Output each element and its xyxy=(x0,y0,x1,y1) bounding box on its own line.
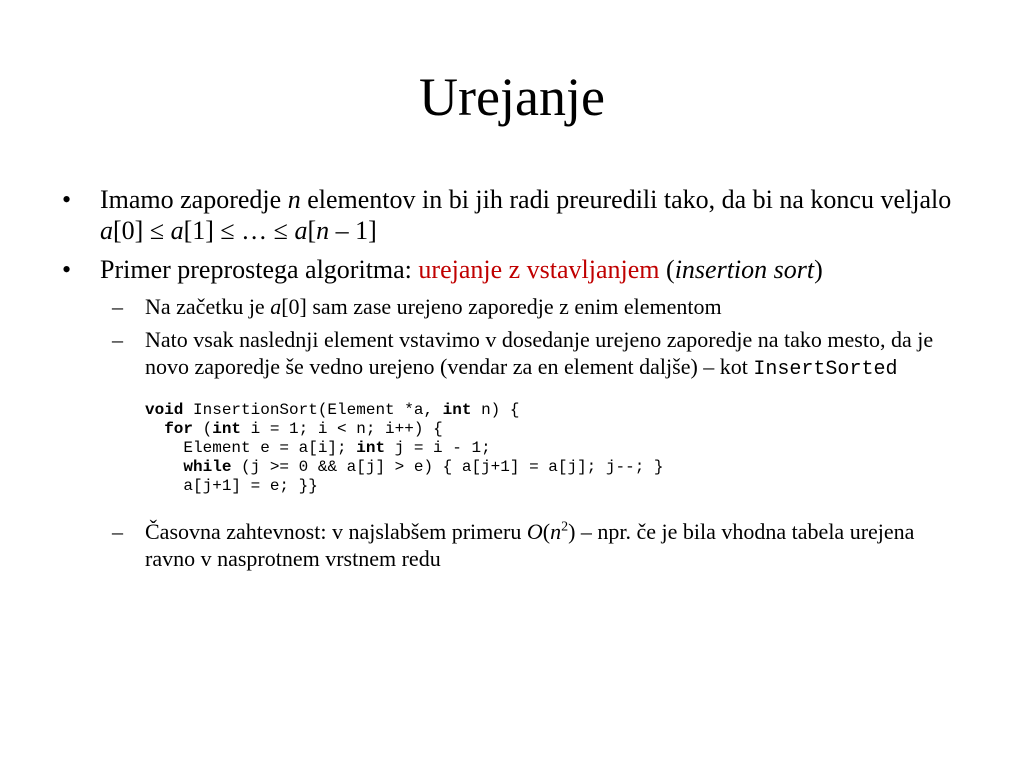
math-var: O xyxy=(526,519,543,544)
subbullet-2 xyxy=(60,326,960,383)
bullet-text: elementov in bi jih radi preuredili tako, da bi na koncu veljalo xyxy=(300,185,952,214)
math-var: a xyxy=(100,216,113,245)
subbullet-text: [0] sam zase urejeno zaporedje z enim elementom xyxy=(281,294,722,319)
math-var: n xyxy=(550,519,562,544)
bullet-text: [ xyxy=(307,216,317,245)
code-indent xyxy=(145,458,183,476)
bullet-text: [1] ≤ … ≤ xyxy=(183,216,295,245)
subbullet-1 xyxy=(60,293,960,320)
math-var: a xyxy=(294,216,308,245)
code-keyword: void xyxy=(145,401,184,419)
subbullet-3 xyxy=(60,518,960,572)
subbullet-text: ( xyxy=(542,519,551,544)
subbullet-marker: – xyxy=(112,294,123,319)
code-text: n) { xyxy=(471,401,520,419)
bullet-2 xyxy=(60,254,960,285)
math-var: n xyxy=(287,185,301,214)
code-keyword: for xyxy=(164,420,194,438)
slide-content xyxy=(60,184,960,578)
code-indent xyxy=(145,420,164,438)
bullet-text: Imamo zaporedje xyxy=(100,185,288,214)
subbullet-text: Na začetku je xyxy=(145,294,271,319)
code-text: ( xyxy=(193,420,213,438)
math-var: a xyxy=(270,294,282,319)
subbullet-marker: – xyxy=(112,327,123,352)
code-keyword: int xyxy=(442,401,472,419)
code-text: (j >= 0 && a[j] > e) { a[j+1] = a[j]; j--; } xyxy=(231,458,664,476)
code-text: i = 1; i < n; i++) { xyxy=(241,420,443,438)
code-keyword: while xyxy=(183,458,232,476)
code-block xyxy=(145,401,960,496)
code-keyword: int xyxy=(212,420,242,438)
bullet-text: ) xyxy=(814,255,823,284)
subbullet-text: Časovna zahtevnost: v najslabšem primeru xyxy=(145,519,527,544)
highlight-term: urejanje z vstavljanjem xyxy=(418,255,660,284)
slide-title: Urejanje xyxy=(419,67,605,127)
code-text: InsertionSort(Element *a, xyxy=(183,401,443,419)
math-var: n xyxy=(316,216,330,245)
bullet-text: – 1] xyxy=(329,216,377,245)
inline-code: InsertSorted xyxy=(753,358,898,381)
code-keyword: int xyxy=(356,439,386,457)
bullet-text: [0] ≤ xyxy=(113,216,171,245)
code-text: a[j+1] = e; }} xyxy=(145,477,318,495)
english-term: insertion sort xyxy=(674,255,815,284)
bullet-marker: • xyxy=(62,185,72,214)
subbullet-text: ) – npr. če je bila vhodna tabela urejena ravno v nasprotnem vrstnem redu xyxy=(145,519,915,571)
bullet-1 xyxy=(60,184,960,246)
subbullet-text: Nato vsak naslednji element vstavimo v dosedanje urejeno zaporedje na tako mesto, da je novo zaporedje še vedno urejeno (vendar za en element daljše) – kot xyxy=(145,327,934,379)
bullet-marker: • xyxy=(62,255,72,284)
math-exponent: 2 xyxy=(561,519,569,535)
code-text: Element e = a[i]; xyxy=(145,439,357,457)
bullet-text: Primer preprostega algoritma: xyxy=(100,255,419,284)
subbullet-marker: – xyxy=(112,519,123,544)
code-text: j = i - 1; xyxy=(385,439,491,457)
math-var: a xyxy=(170,216,184,245)
bullet-text: ( xyxy=(659,255,675,284)
